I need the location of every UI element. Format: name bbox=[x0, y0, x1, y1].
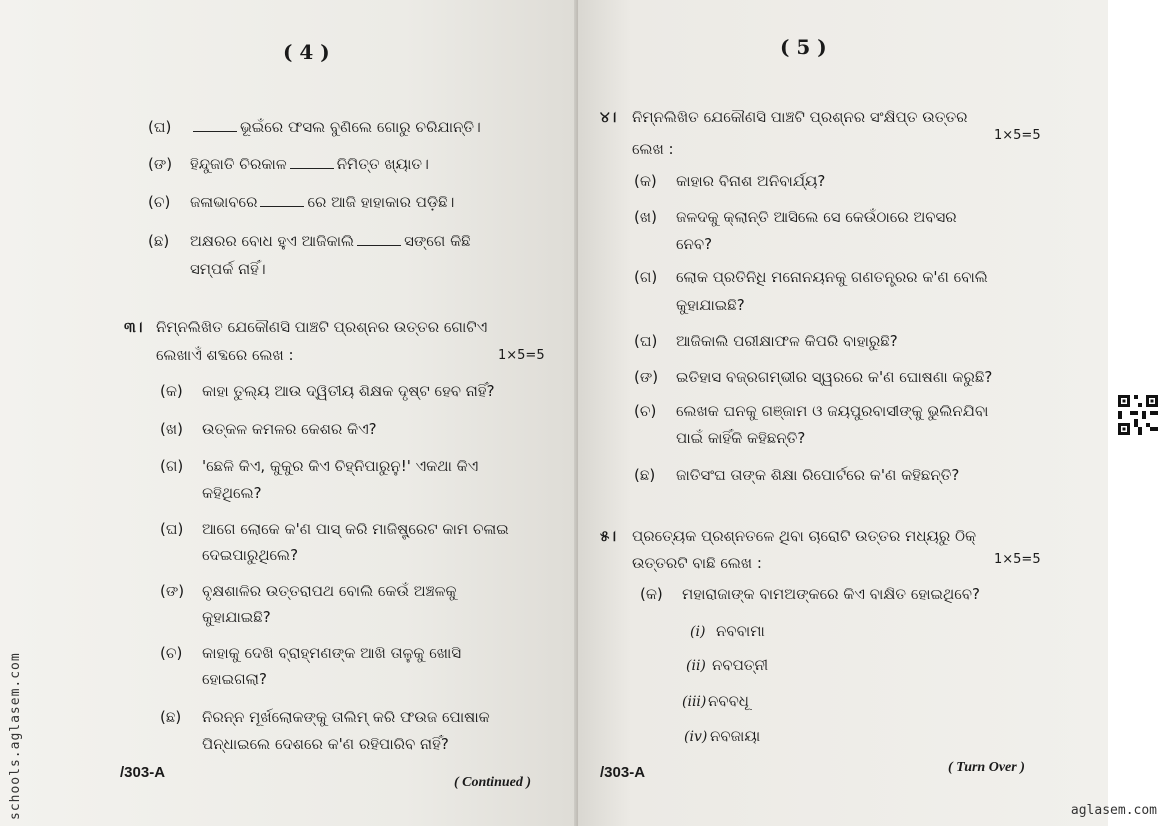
item-text: ଜାତିସଂଘ ତାଙ୍କ ଶିକ୍ଷା ରିପୋର୍ଟରେ କ'ଣ କହିଛନ୍ତି? bbox=[676, 466, 960, 484]
marks: 1×5=5 bbox=[994, 128, 1041, 143]
blank-line bbox=[357, 233, 401, 246]
item-label: (କ) bbox=[640, 585, 663, 603]
item-text-cont: ହୋଇଗଲା? bbox=[202, 670, 267, 688]
item-text-cont: ପିନ୍ଧାଇଲେ ଦେଶରେ କ'ଣ ରହିପାରିବ ନାହିଁ? bbox=[202, 735, 449, 753]
item-text-cont: କହିଥିଲେ? bbox=[202, 484, 262, 502]
item-label: (ଗ) bbox=[160, 457, 184, 475]
q4-item-chha bbox=[634, 466, 959, 484]
q4-item-nga bbox=[634, 368, 992, 386]
blank-item bbox=[148, 118, 481, 136]
item-label: (ଚ) bbox=[148, 193, 171, 211]
blank-item bbox=[148, 155, 429, 173]
q4-item-ka bbox=[634, 172, 825, 190]
option-i bbox=[690, 622, 765, 640]
item-label: (ଚ) bbox=[634, 402, 657, 420]
question-5 bbox=[600, 527, 976, 545]
blank-line bbox=[290, 156, 334, 169]
item-text-cont: କୁହାଯାଇଛି? bbox=[676, 296, 745, 314]
right-page bbox=[578, 0, 1108, 826]
option-number: (i) bbox=[690, 624, 706, 640]
item-text: ଉତ୍କଳ କମଳର କେଶର କିଏ? bbox=[202, 420, 377, 438]
option-number: (iii) bbox=[682, 694, 707, 710]
item-label: (ଛ) bbox=[148, 232, 170, 250]
question-4 bbox=[600, 108, 968, 126]
item-text: ଜଳଦକୁ କ୍ଲାନ୍ତି ଆସିଲେ ସେ କେଉଁଠାରେ ଅବସର bbox=[676, 208, 957, 226]
item-text: ମହାରାଜାଙ୍କ ବାମଅଙ୍କରେ କିଏ ବାକ୍ଷିତ ହୋଇଥିବେ? bbox=[682, 585, 980, 603]
q3-item-ka bbox=[160, 382, 495, 400]
blank-item bbox=[148, 232, 471, 250]
option-text: ନବପତ୍ନୀ bbox=[712, 656, 769, 674]
item-label: (ଚ) bbox=[160, 644, 183, 662]
item-text: ଆଜିକାଲି ପରୀକ୍ଷାଫଳ କିପରି ବାହାରୁଛି? bbox=[676, 332, 898, 350]
q4-item-gha bbox=[634, 332, 898, 350]
item-label: (ଙ) bbox=[160, 582, 185, 600]
item-label: (ଛ) bbox=[160, 708, 182, 726]
item-label: (କ) bbox=[634, 172, 657, 190]
q4-item-cha bbox=[634, 402, 988, 420]
option-text: ନବଜାୟା bbox=[710, 727, 761, 745]
qr-code-icon bbox=[1118, 395, 1158, 435]
question-number: ୫। bbox=[600, 527, 617, 545]
footer-note: ( Continued ) bbox=[454, 775, 532, 790]
item-text: ବୃକ୍ଷଶାଳିର ଉତ୍ତରାପଥ ବୋଲି କେଉଁ ଅଞ୍ଚଳକୁ bbox=[202, 582, 457, 600]
item-text: ନିରନ୍ନ ମୂର୍ଖଲୋକଙ୍କୁ ତାଲିମ୍ କରି ଫଉଜ ପୋଷାକ bbox=[202, 708, 490, 726]
option-iv bbox=[684, 727, 760, 745]
item-label: (ଖ) bbox=[634, 208, 657, 226]
item-text: ହିନ୍ଦୁଜାତି ଚିରକାଳ bbox=[190, 155, 287, 173]
question-number: ୪। bbox=[600, 108, 617, 126]
item-text: ଆଗେ ଲୋକେ କ'ଣ ପାସ୍ କରି ମାଜିଷ୍ଟ୍ରେଟ କାମ ଚଳାଇ bbox=[202, 520, 509, 538]
item-label: (ଖ) bbox=[160, 420, 183, 438]
marks: 1×5=5 bbox=[994, 552, 1041, 567]
item-text: ସଙ୍ଗେ କିଛି bbox=[404, 232, 471, 250]
item-text: କାହାକୁ ଦେଖି ବ୍ରାହ୍ମଣଙ୍କ ଆଖି ତାଳୁକୁ ଖୋସି bbox=[202, 644, 462, 662]
q3-item-chha bbox=[160, 708, 490, 726]
option-text: ନବବାମା bbox=[716, 622, 765, 640]
item-text-cont: ପାଇଁ କାହିଁକି କହିଛନ୍ତି? bbox=[676, 429, 806, 447]
question-number: ୩। bbox=[124, 318, 143, 336]
question-text: ପ୍ରତ୍ୟେକ ପ୍ରଶ୍ନତଳେ ଥିବା ଚାରୋଟି ଉତ୍ତର ମଧ୍ୟରୁ ଠିକ୍ bbox=[632, 527, 977, 545]
q3-item-ga bbox=[160, 457, 478, 475]
item-label: (ଘ) bbox=[634, 332, 658, 350]
item-text-cont: ନେବ? bbox=[676, 235, 713, 253]
q4-item-kha bbox=[634, 208, 957, 226]
page-number: ( 4 ) bbox=[283, 40, 330, 64]
question-text-cont: ଲେଖ : bbox=[632, 140, 674, 158]
q3-item-kha bbox=[160, 420, 377, 438]
item-label: (ଗ) bbox=[634, 268, 658, 286]
question-text: ନିମ୍ନଲିଖିତ ଯେକୌଣସି ପାଞ୍ଚଟି ପ୍ରଶ୍ନର ସଂକ୍ଷିପ୍ତ ଉତ୍ତର bbox=[632, 108, 968, 126]
item-text: କାହାର ବିନାଶ ଅନିବାର୍ଯ୍ୟ? bbox=[676, 172, 826, 190]
option-ii bbox=[686, 656, 768, 674]
page-number: ( 5 ) bbox=[780, 35, 827, 59]
footer-code: /303-A bbox=[120, 764, 166, 781]
item-text: ଭୂଇଁରେ ଫସଲ ବୁଣିଲେ ଗୋରୁ ଚରିଯାନ୍ତି। bbox=[240, 118, 481, 136]
left-page bbox=[0, 0, 578, 826]
item-label: (ଘ) bbox=[148, 118, 172, 136]
footer-note: ( Turn Over ) bbox=[948, 760, 1025, 775]
question-3 bbox=[124, 318, 487, 336]
option-iii bbox=[682, 692, 749, 710]
item-label: (କ) bbox=[160, 382, 183, 400]
option-text: ନବବଧୂ bbox=[708, 692, 749, 710]
watermark-side: schools.aglasem.com bbox=[8, 652, 23, 820]
item-label: (ଘ) bbox=[160, 520, 184, 538]
item-text: ଅକ୍ଷରର ବୋଧ ହୁଏ ଆଜିକାଲି bbox=[190, 232, 355, 250]
blank-line bbox=[260, 194, 304, 207]
question-text: ନିମ୍ନଲିଖିତ ଯେକୌଣସି ପାଞ୍ଚଟି ପ୍ରଶ୍ନର ଉତ୍ତର ଗୋଟିଏ bbox=[156, 318, 488, 336]
item-text: କାହା ତୁଲ୍ୟ ଆଉ ଦ୍ୱିତୀୟ ଶିକ୍ଷକ ଦୃଷ୍ଟ ହେବ ନାହିଁ? bbox=[202, 382, 495, 400]
item-text: ଜଳାଭାବରେ bbox=[190, 193, 258, 211]
item-text: 'ଛେଳି କିଏ, କୁକୁର କିଏ ଚିହ୍ନିପାରୁନୁ!' ଏକଥା କିଏ bbox=[202, 457, 479, 475]
item-text: ରେ ଆଜି ହାହାକାର ପଡ଼ିଛି। bbox=[307, 193, 455, 211]
q3-item-gha bbox=[160, 520, 509, 538]
blank-item bbox=[148, 193, 454, 211]
q3-item-cha bbox=[160, 644, 461, 662]
marks: 1×5=5 bbox=[498, 348, 545, 363]
item-text: ନିମିତ୍ତ ଖ୍ୟାତ। bbox=[336, 155, 429, 173]
q5-item-ka bbox=[640, 585, 980, 603]
question-text-cont: ଉତ୍ତରଟି ବାଛି ଲେଖ : bbox=[632, 554, 762, 572]
item-text-cont: କୁହାଯାଇଛି? bbox=[202, 608, 271, 626]
q3-item-nga bbox=[160, 582, 457, 600]
option-number: (ii) bbox=[686, 658, 706, 674]
watermark-bottom-right: aglasem.com bbox=[1070, 803, 1157, 818]
item-label: (ଙ) bbox=[634, 368, 659, 386]
question-text-cont: ଲେଖାଏଁ ଶବ୍ଦରେ ଲେଖ : bbox=[156, 346, 294, 364]
option-number: (iv) bbox=[684, 729, 708, 745]
item-text-cont: ଦେଇପାରୁଥିଲେ? bbox=[202, 546, 299, 564]
item-label: (ଙ) bbox=[148, 155, 173, 173]
item-text: ଲୋକ ପ୍ରତିନିଧି ମନୋନୟନକୁ ଗଣତନ୍ତ୍ରର କ'ଣ ବୋଲି bbox=[676, 268, 988, 286]
item-label: (ଛ) bbox=[634, 466, 656, 484]
q4-item-ga bbox=[634, 268, 988, 286]
item-continuation: ସମ୍ପର୍କ ନାହିଁ। bbox=[190, 260, 266, 278]
blank-line bbox=[193, 119, 237, 132]
item-text: ଇତିହାସ ବଜ୍ରଗମ୍ଭୀର ସ୍ୱରରେ କ'ଣ ଘୋଷଣା କରୁଛି? bbox=[676, 368, 993, 386]
footer-code: /303-A bbox=[600, 764, 646, 781]
item-text: ଲେଖକ ଘନକୁ ଗଞ୍ଜାମ ଓ ଜୟପୁରବାସୀଙ୍କୁ ଭୁଲିନଯିବା bbox=[676, 402, 989, 420]
